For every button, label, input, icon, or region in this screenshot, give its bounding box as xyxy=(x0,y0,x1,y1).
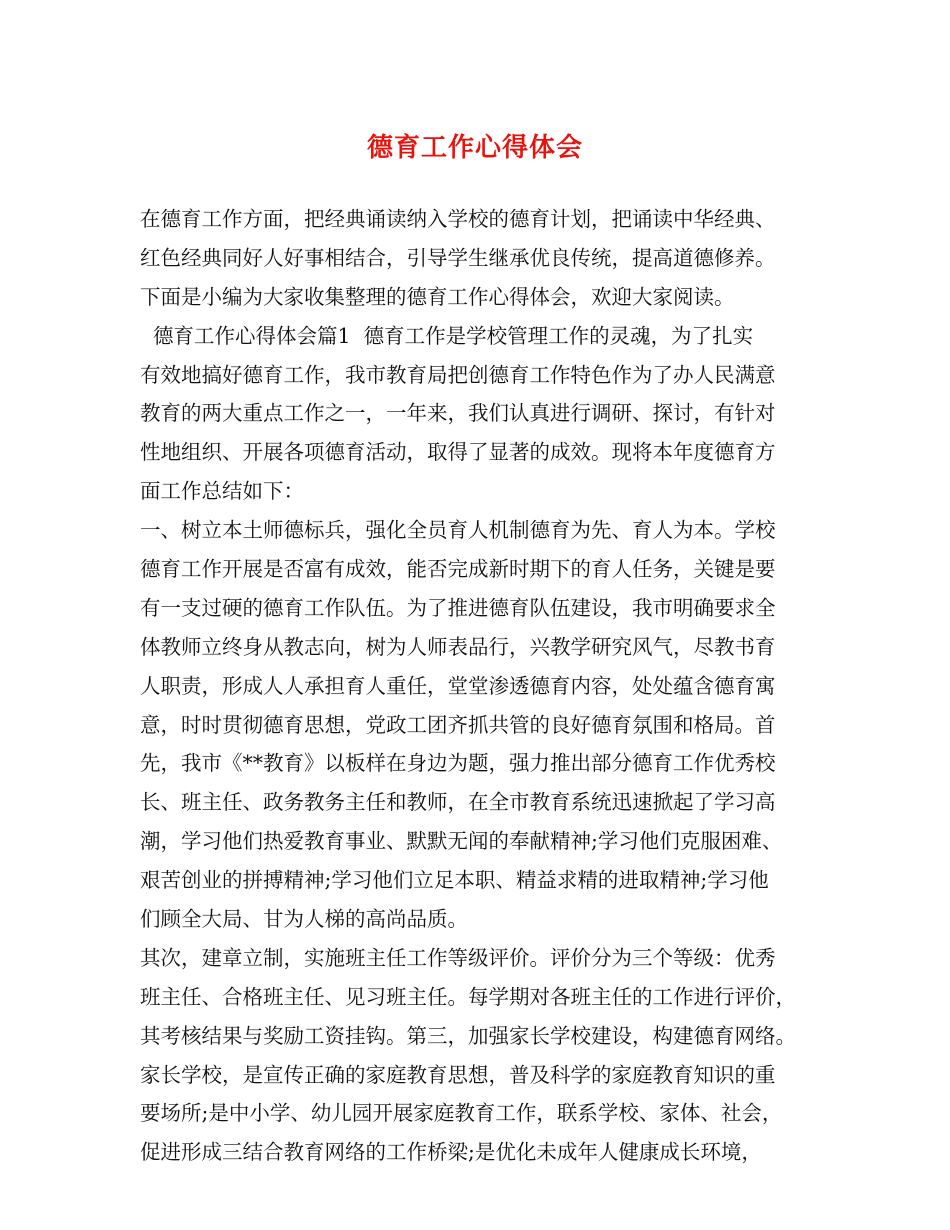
body-line: 们顾全大局、甘为人梯的高尚品质。 xyxy=(140,907,468,932)
body-line: 先，我市《**教育》以板样在身边为题，强力推出部分德育工作优秀校 xyxy=(140,751,776,776)
body-line: 其次，建章立制，实施班主任工作等级评价。评价分为三个等级：优秀 xyxy=(140,945,776,970)
body-line: 潮，学习他们热爱教育事业、默默无闻的奉献精神;学习他们克服困难、 xyxy=(140,829,783,854)
body-line: 要场所;是中小学、幼儿园开展家庭教育工作，联系学校、家体、社会， xyxy=(140,1101,783,1126)
body-line: 教育的两大重点工作之一，一年来，我们认真进行调研、探讨，有针对 xyxy=(140,401,776,426)
body-line: 艰苦创业的拼搏精神;学习他们立足本职、精益求精的进取精神;学习他 xyxy=(140,868,769,893)
body-line: 家长学校，是宣传正确的家庭教育思想，普及科学的家庭教育知识的重 xyxy=(140,1062,776,1087)
body-line: 在德育工作方面，把经典诵读纳入学校的德育计划，把诵读中华经典、 xyxy=(140,207,776,231)
body-line: 人职责，形成人人承担育人重任，堂堂渗透德育内容，处处蕴含德育寓 xyxy=(140,673,776,698)
body-line: 红色经典同好人好事相结合，引导学生继承优良传统，提高道德修养。 xyxy=(140,245,776,270)
body-line: 性地组织、开展各项德育活动，取得了显著的成效。现将本年度德育方 xyxy=(140,440,776,465)
body-line: 有一支过硬的德育工作队伍。为了推进德育队伍建设，我市明确要求全 xyxy=(140,595,776,620)
body-line: 体教师立终身从教志向，树为人师表品行，兴教学研究风气，尽教书育 xyxy=(140,634,776,659)
body-line: 促进形成三结合教育网络的工作桥梁;是优化未成年人健康成长环境， xyxy=(140,1140,762,1165)
body-line: 长、班主任、政务教务主任和教师，在全市教育系统迅速掀起了学习高 xyxy=(140,790,776,815)
body-line: 其考核结果与奖励工资挂钩。第三，加强家长学校建设，构建德育网络。 xyxy=(140,1023,796,1048)
document-title: 德育工作心得体会 xyxy=(366,133,583,163)
body-line: 班主任、合格班主任、见习班主任。每学期对各班主任的工作进行评价， xyxy=(140,984,796,1009)
body-line: 有效地搞好德育工作，我市教育局把创德育工作特色作为了办人民满意 xyxy=(140,362,776,387)
body-line: 德育工作开展是否富有成效，能否完成新时期下的育人任务，关键是要 xyxy=(140,557,776,582)
body-line: 面工作总结如下： xyxy=(140,479,304,504)
body-line: 德育工作心得体会篇1 德育工作是学校管理工作的灵魂，为了扎实 xyxy=(140,323,754,348)
body-line: 一、树立本土师德标兵，强化全员育人机制德育为先、育人为本。学校 xyxy=(140,518,776,543)
document-body xyxy=(140,200,820,1172)
body-line: 下面是小编为大家收集整理的德育工作心得体会，欢迎大家阅读。 xyxy=(140,284,735,309)
body-line: 意，时时贯彻德育思想，党政工团齐抓共管的良好德育氛围和格局。首 xyxy=(140,712,776,737)
